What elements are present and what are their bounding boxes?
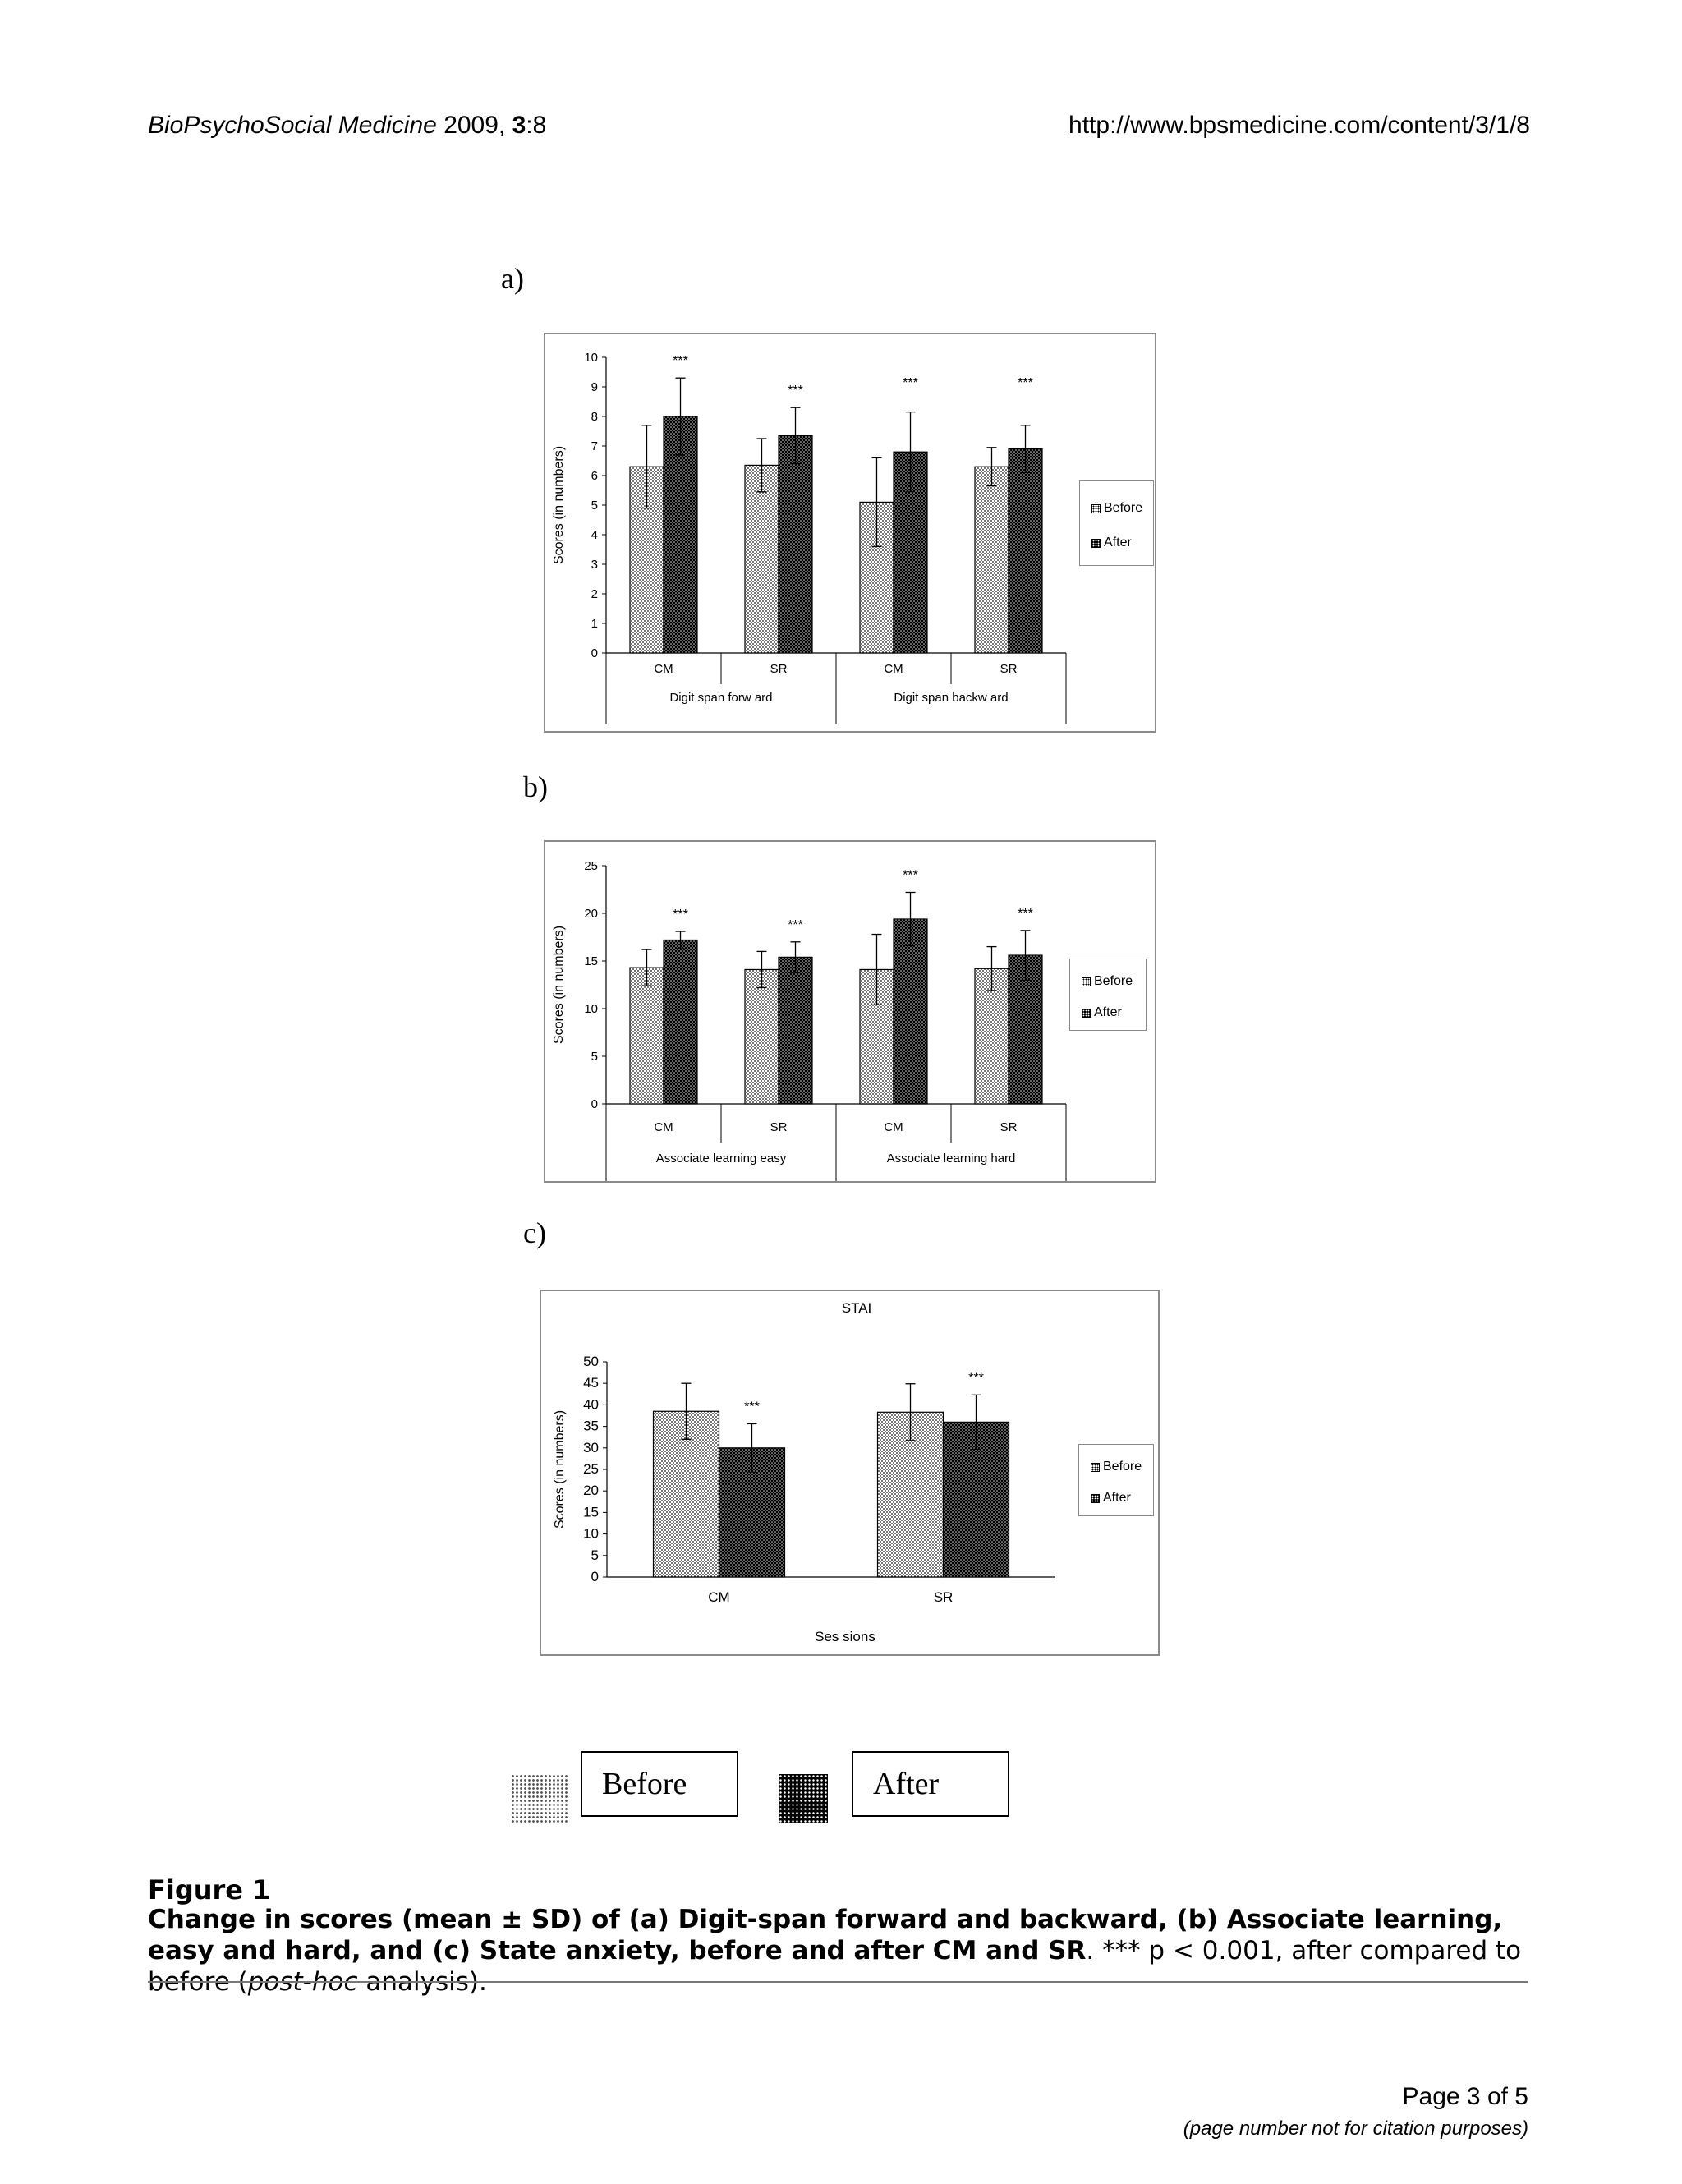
- before-swatch-icon: [1091, 1463, 1100, 1472]
- x-tick-label: SR: [1000, 1120, 1018, 1134]
- significance-marker: ***: [1018, 906, 1033, 921]
- y-tick-label: 10: [583, 1525, 599, 1542]
- y-tick-label: 9: [591, 380, 598, 394]
- x-tick-label: SR: [1000, 662, 1018, 676]
- y-tick-label: 4: [591, 528, 598, 542]
- y-tick-label: 15: [583, 1504, 599, 1520]
- journal-article: :8: [526, 112, 547, 139]
- caption-end: analysis).: [357, 1967, 487, 1997]
- y-tick-label: 3: [591, 558, 598, 572]
- x-tick-label: CM: [884, 662, 903, 676]
- legend-item-after: After: [1091, 536, 1132, 550]
- panel-label-c: c): [523, 1216, 546, 1249]
- y-tick-label: 0: [591, 1097, 598, 1111]
- figure-caption: [148, 1904, 1528, 1998]
- y-tick-label: 10: [584, 351, 598, 365]
- y-tick-label: 0: [591, 1569, 599, 1584]
- significance-marker: ***: [673, 908, 688, 922]
- after-swatch-icon: [1091, 1494, 1100, 1503]
- chart-a-plot: [545, 334, 1155, 731]
- big-legend-before-swatch-icon: [511, 1774, 568, 1823]
- chart-c-frame: [540, 1290, 1160, 1656]
- after-swatch-icon: [1082, 1009, 1091, 1018]
- y-tick-label: 0: [591, 646, 598, 660]
- y-tick-label: 50: [583, 1354, 599, 1369]
- significance-marker: ***: [903, 376, 918, 390]
- caption-significance: . *** p < 0.001, after compared to before (: [148, 1936, 1522, 1997]
- y-tick-label: 20: [583, 1483, 599, 1499]
- bar-before: [975, 467, 1009, 653]
- y-axis-label: Scores (in numbers): [552, 925, 566, 1045]
- x-group-label: Associate learning hard: [886, 1152, 1016, 1166]
- x-group-label: Associate learning easy: [655, 1152, 787, 1166]
- caption-bold: Change in scores (mean ± SD) of (a) Digit-span forward and backward, (b) Associate learning, easy and hard, and (c) State anxiety, before and after CM and SR: [148, 1905, 1503, 1966]
- y-axis-label: Scores (in numbers): [553, 1409, 567, 1529]
- x-tick-label: SR: [770, 1120, 788, 1134]
- chart-title: STAI: [841, 1300, 872, 1316]
- chart-c-plot: [541, 1291, 1158, 1654]
- bar-before: [745, 465, 779, 653]
- chart-b-legend: [1069, 959, 1147, 1031]
- caption-rule: [148, 1981, 1528, 1983]
- big-legend-before-label: Before: [581, 1751, 738, 1817]
- bar-before: [745, 969, 779, 1104]
- y-tick-label: 40: [583, 1396, 599, 1413]
- running-header: [148, 112, 546, 140]
- chart-a-frame: [544, 333, 1156, 733]
- y-tick-label: 30: [583, 1439, 599, 1455]
- y-tick-label: 5: [591, 1050, 598, 1064]
- y-tick-label: 7: [591, 439, 598, 453]
- x-tick-label: CM: [654, 1120, 673, 1134]
- article-url[interactable]: http://www.bpsmedicine.com/content/3/1/8: [1068, 112, 1530, 139]
- significance-marker: ***: [788, 384, 803, 398]
- significance-marker: ***: [744, 1400, 760, 1414]
- bar-after: [1009, 449, 1042, 653]
- y-tick-label: 8: [591, 410, 598, 424]
- before-swatch-icon: [1091, 504, 1101, 513]
- significance-marker: ***: [968, 1371, 984, 1386]
- bar-before: [630, 968, 664, 1104]
- legend-item-after: After: [1082, 1005, 1122, 1020]
- bar-after: [779, 435, 812, 653]
- journal-name: BioPsychoSocial Medicine: [148, 112, 437, 139]
- y-tick-label: 35: [583, 1418, 599, 1434]
- legend-item-after: After: [1091, 1491, 1131, 1506]
- y-tick-label: 5: [591, 499, 598, 513]
- before-swatch-icon: [1082, 977, 1091, 986]
- y-tick-label: 6: [591, 469, 598, 483]
- panel-label-b: b): [523, 770, 548, 803]
- journal-volume: 3: [512, 112, 526, 139]
- x-group-label: Digit span forw ard: [669, 691, 773, 705]
- y-tick-label: 10: [584, 1002, 598, 1016]
- y-tick-label: 1: [591, 617, 598, 631]
- y-tick-label: 25: [583, 1461, 599, 1477]
- page-number: Page 3 of 5: [1402, 2083, 1528, 2110]
- y-tick-label: 45: [583, 1375, 599, 1391]
- chart-b-frame: [544, 840, 1156, 1183]
- bar-after: [779, 957, 812, 1104]
- significance-marker: ***: [673, 354, 688, 369]
- big-legend-after-label: After: [852, 1751, 1009, 1817]
- y-tick-label: 15: [584, 954, 598, 968]
- panel-label-a: a): [501, 262, 524, 295]
- significance-marker: ***: [1018, 376, 1033, 390]
- x-tick-label: CM: [708, 1589, 730, 1605]
- chart-c-legend: [1078, 1444, 1154, 1516]
- x-group-label: Digit span backw ard: [894, 691, 1009, 705]
- journal-year: 2009,: [443, 112, 506, 139]
- significance-marker: ***: [903, 868, 918, 883]
- legend-item-before: Before: [1091, 1460, 1142, 1474]
- y-tick-label: 20: [584, 907, 598, 921]
- x-tick-label: SR: [933, 1589, 954, 1605]
- y-tick-label: 2: [591, 587, 598, 601]
- significance-marker: ***: [788, 917, 803, 932]
- legend-item-before: Before: [1082, 974, 1133, 989]
- bar-after: [894, 919, 927, 1104]
- big-legend-after-swatch-icon: [779, 1774, 828, 1823]
- page-number-note: (page number not for citation purposes): [1183, 2117, 1528, 2140]
- y-tick-label: 25: [584, 859, 598, 873]
- chart-a-legend: [1079, 480, 1154, 566]
- x-tick-label: CM: [884, 1120, 903, 1134]
- caption-italic: post-hoc: [247, 1967, 358, 1997]
- after-swatch-icon: [1091, 539, 1101, 548]
- legend-item-before: Before: [1091, 501, 1142, 516]
- x-tick-label: CM: [654, 662, 673, 676]
- y-axis-label: Scores (in numbers): [552, 445, 566, 565]
- y-tick-label: 5: [591, 1547, 599, 1563]
- x-tick-label: SR: [770, 662, 788, 676]
- bar-after: [664, 940, 697, 1104]
- figure-label: Figure 1: [148, 1874, 271, 1906]
- x-axis-label: Ses sions: [815, 1629, 875, 1644]
- chart-b-plot: [545, 842, 1155, 1181]
